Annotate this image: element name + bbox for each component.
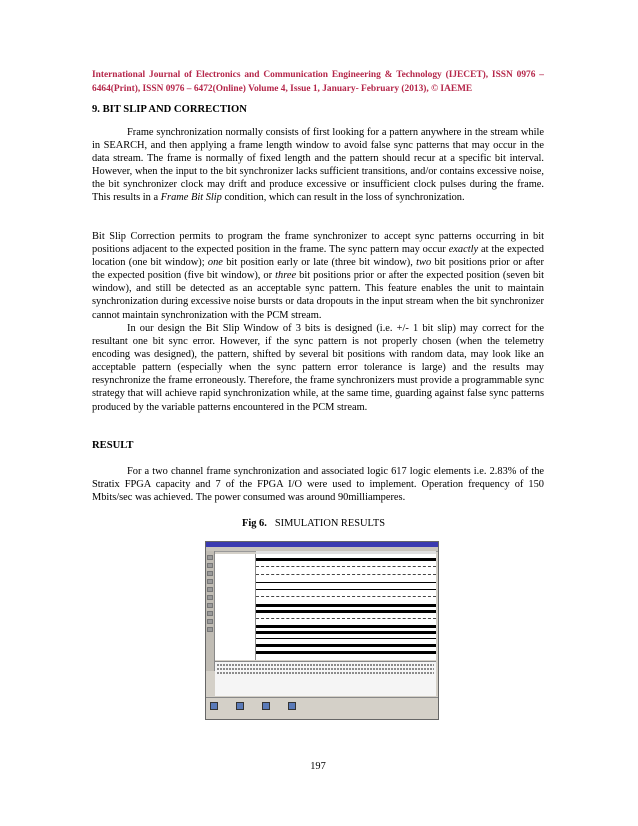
- italic-term: exactly: [448, 244, 479, 256]
- sim-tool-icon: [207, 611, 213, 616]
- sim-waveform: [256, 625, 436, 628]
- sim-waveform: [256, 596, 436, 597]
- sim-message-line: [217, 664, 434, 666]
- sim-waveform: [256, 638, 436, 639]
- sim-tool-icon: [207, 555, 213, 560]
- sim-tool-icon: [207, 627, 213, 632]
- app-icon: [262, 702, 270, 710]
- page-number: 197: [310, 761, 326, 772]
- paragraph-text: Bit Slip Correction permits to program the frame synchronizer to accept sync patterns occurring in bit positions adjacent to the expected position in the frame. The sync pattern may occur: [92, 231, 544, 256]
- section-heading-bit-slip: 9. BIT SLIP AND CORRECTION: [92, 104, 247, 115]
- paragraph-design-bit-slip-window: In our design the Bit Slip Window of 3 bits is designed (i.e. +/- 1 bit slip) may correct for the resultant one bit sync error. However, if the sync pattern is not properly chosen (when the telemetry encoding was designed), the pattern, shifted by several bit positions with random data, may look like an acceptable pattern (especially when the sync pattern error tolerance is large) and the results may resynchronize the frame erroneously. Therefore, the frame synchronizers must provide a programmable sync strategy that will achieve rapid synchronization while, at the same time, guarding against false sync patterns produced by the variable patterns encountered in the PCM stream.: [92, 323, 544, 413]
- sim-waveform: [256, 631, 436, 634]
- sim-tool-icon: [207, 595, 213, 600]
- italic-term: two: [416, 257, 432, 269]
- paragraph-result: For a two channel frame synchronization and associated logic 617 logic elements i.e. 2.83% of the Stratix FPGA capacity and 7 of the FPGA I/O were used to implement. Operation frequency of 150 Mbits/sec was achieved. The power consumed was around 90milliamperes.: [92, 466, 544, 504]
- italic-term: three: [275, 270, 297, 282]
- paragraph-text: at the expected location (one bit window);: [92, 244, 544, 269]
- sim-message-line: [217, 672, 434, 674]
- app-icon: [236, 702, 244, 710]
- sim-waveform-panel: [256, 554, 436, 660]
- sim-waveform: [256, 651, 436, 654]
- sim-tool-icon: [207, 603, 213, 608]
- paragraph-text: Frame synchronization normally consists of first looking for a pattern anywhere in the stream while in SEARCH, and then applying a frame length window to avoid false sync patterns that may occur in the data stream. The frame is normally of fixed length and the pattern should recur at a specific bit interval. However, when the input to the bit synchronizer lacks sufficient transitions, and/or contains excessive noise, the bit synchronizer clock may drift and produce excessive or insufficient clock pulses during the frame. This results in a: [92, 127, 544, 204]
- paragraph-text: condition, which can result in the loss of synchronization.: [221, 192, 465, 204]
- sim-waveform: [256, 574, 436, 575]
- italic-term: Frame Bit Slip: [160, 192, 222, 204]
- figure-label: Fig 6.: [242, 518, 267, 529]
- sim-tool-icon: [207, 563, 213, 568]
- paragraph-frame-sync: [92, 126, 544, 205]
- sim-tool-icon: [207, 619, 213, 624]
- sim-tool-icon: [207, 587, 213, 592]
- sim-waveform: [256, 582, 436, 583]
- sim-message-line: [217, 668, 434, 670]
- sim-signal-list: [215, 554, 256, 660]
- sim-waveform: [256, 604, 436, 607]
- sim-waveform: [256, 618, 436, 619]
- figure-caption-text: SIMULATION RESULTS: [274, 518, 385, 529]
- sim-waveform: [256, 589, 436, 590]
- sim-waveform: [256, 566, 436, 567]
- sim-waveform: [256, 610, 436, 613]
- paragraph-text: bit positions prior or after the expected position (seven bit window), and still be detected as an acceptable sync pattern. This feature enables the unit to maintain synchronization during excessive noise bursts or data dropouts in the input stream when the bit synchronizer cannot maintain synchronization with the PCM stream.: [92, 270, 545, 321]
- figure-caption: [242, 518, 385, 529]
- paragraph-text: bit positions prior or after the expected position (five bit window), or: [92, 257, 545, 282]
- section-heading-result: RESULT: [92, 440, 134, 451]
- paragraph-text: bit position early or late (three bit window),: [222, 257, 417, 269]
- italic-term: one: [207, 257, 223, 269]
- sim-waveform: [256, 644, 436, 647]
- journal-header: International Journal of Electronics and Communication Engineering & Technology (IJECET), ISSN 0976 – 6464(Print), ISSN 0976 – 6472(Online) Volume 4, Issue 1, January- February (2013), © IAEME: [92, 70, 544, 94]
- simulation-screenshot: [205, 541, 439, 720]
- sim-taskbar: [206, 697, 438, 719]
- sim-message-panel: [215, 661, 436, 696]
- paragraph-bit-slip-correction: [92, 230, 544, 322]
- sim-waveform: [256, 558, 436, 561]
- sim-toolbar: [206, 551, 215, 671]
- app-icon: [288, 702, 296, 710]
- sim-tool-icon: [207, 571, 213, 576]
- sim-tool-icon: [207, 579, 213, 584]
- app-icon: [210, 702, 218, 710]
